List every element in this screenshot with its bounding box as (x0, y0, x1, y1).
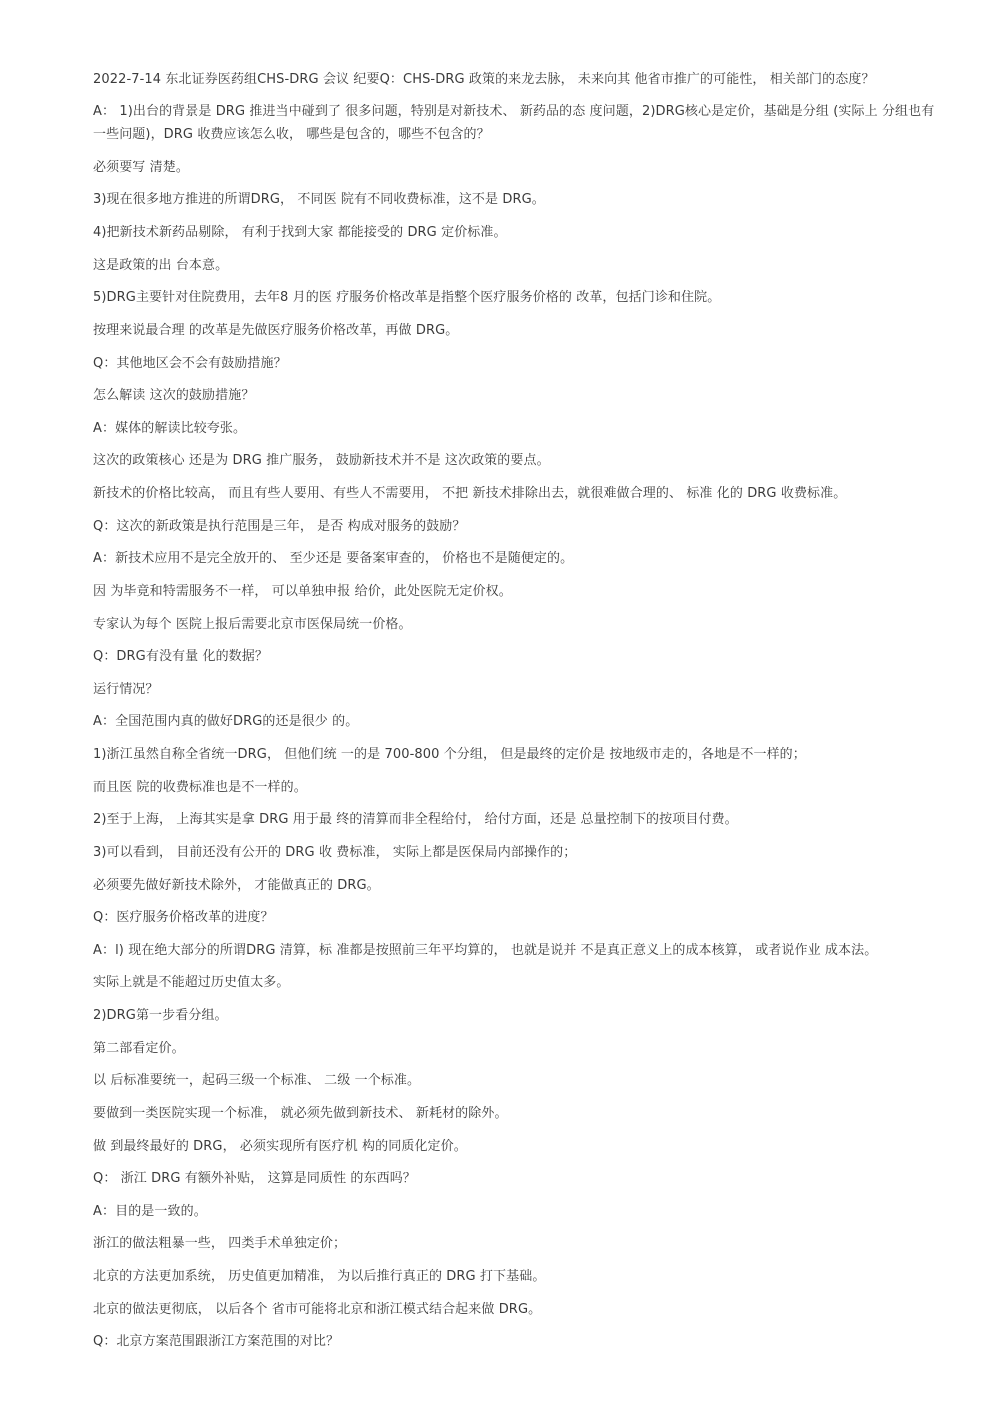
text-paragraph: 按理来说最合理 的改革是先做医疗服务价格改革，再做 DRG。 (93, 322, 459, 338)
text-paragraph: 运行情况？ (93, 681, 159, 697)
question-paragraph: Q：这次的新政策是执行范围是三年， 是否 构成对服务的鼓励？ (93, 518, 466, 534)
text-paragraph: 做 到最终最好的 DRG， 必须实现所有医疗机 构的同质化定价。 (93, 1138, 467, 1154)
text-paragraph: 3)可以看到， 目前还没有公开的 DRG 收 费标准， 实际上都是医保局内部操作的； (93, 844, 577, 860)
text-paragraph: 这是政策的出 台本意。 (93, 257, 229, 273)
answer-paragraph: A：新技术应用不是完全放开的、 至少还是 要备案审查的， 价格也不是随便定的。 (93, 551, 574, 567)
text-paragraph: 实际上就是不能超过历史值太多。 (93, 975, 290, 991)
text-paragraph: 怎么解读 这次的鼓励措施？ (93, 388, 255, 404)
text-paragraph: 以 后标准要统一，起码三级一个标准、 二级 一个标准。 (93, 1073, 421, 1089)
text-paragraph: 新技术的价格比较高， 而且有些人要用、有些人不需要用， 不把 新技术排除出去，就很难做合理的、 标准 化的 DRG 收费标准。 (93, 486, 847, 501)
question-paragraph: Q：医疗服务价格改革的进度？ (93, 910, 274, 926)
text-paragraph: 北京的方法更加系统， 历史值更加精准， 为以后推行真正的 DRG 打下基础。 (93, 1269, 546, 1284)
text-paragraph: 3)现在很多地方推进的所谓DRG， 不同医 院有不同收费标准，这不是 DRG。 (93, 192, 545, 208)
answer-paragraph: A：媒体的解读比较夸张。 (93, 420, 247, 436)
answer-paragraph: A： 1)出台的背景是 DRG 推进当中碰到了 很多问题，特别是对新技术、 新药品的态 度问题，2)DRG核心是定价，基础是分组 (实际上 分组也有一些问题)，DRG 收费应该怎么收， 哪些是包含的，哪些不包含的？ (93, 104, 935, 143)
text-paragraph: 因 为毕竟和特需服务不一样， 可以单独申报 给价，此处医院无定价权。 (93, 583, 512, 599)
answer-paragraph: A：全国范围内真的做好DRG的还是很少 的。 (93, 714, 359, 730)
question-paragraph: Q：DRG有没有量 化的数据？ (93, 649, 268, 665)
text-paragraph: 2)至于上海， 上海其实是拿 DRG 用于最 终的清算而非全程给付， 给付方面，还是 总量控制下的按项目付费。 (93, 812, 738, 828)
answer-paragraph: A：l) 现在绝大部分的所谓DRG 清算，标 准都是按照前三年平均算的， 也就是说并 不是真正意义上的成本核算， 或者说作业 成本法。 (93, 942, 878, 958)
text-paragraph: 4)把新技术新药品剔除， 有利于找到大家 都能接受的 DRG 定价标准。 (93, 225, 507, 240)
text-paragraph: 北京的做法更彻底， 以后各个 省市可能将北京和浙江模式结合起来做 DRG。 (93, 1301, 542, 1317)
text-paragraph: 要做到一类医院实现一个标准， 就必须先做到新技术、 新耗材的除外。 (93, 1105, 508, 1121)
text-paragraph: 而且医 院的收费标准也是不一样的。 (93, 779, 307, 795)
text-paragraph: 专家认为每个 医院上报后需要北京市医保局统一价格。 (93, 616, 412, 632)
question-paragraph: Q：其他地区会不会有鼓励措施？ (93, 355, 287, 371)
text-paragraph: 这次的政策核心 还是为 DRG 推广服务， 鼓励新技术并不是 这次政策的要点。 (93, 453, 550, 469)
text-paragraph: 浙江的做法粗暴一些， 四类手术单独定价； (93, 1236, 347, 1252)
text-paragraph: 必须要先做好新技术除外， 才能做真正的 DRG。 (93, 877, 380, 893)
text-paragraph: 2)DRG第一步看分组。 (93, 1008, 228, 1023)
question-paragraph: Q：北京方案范围跟浙江方案范围的对比？ (93, 1334, 340, 1350)
text-paragraph: 第二部看定价。 (93, 1040, 185, 1056)
meeting-title: 2022-7-14 东北证券医药组CHS-DRG 会议 纪要Q：CHS-DRG 政策的来龙去脉， 未来向其 他省市推广的可能性， 相关部门的态度？ (93, 71, 875, 87)
question-paragraph: Q： 浙江 DRG 有额外补贴， 这算是同质性 的东西吗？ (93, 1171, 416, 1187)
text-paragraph: 5)DRG主要针对住院费用，去年8 月的医 疗服务价格改革是指整个医疗服务价格的 改革，包括门诊和住院。 (93, 290, 721, 306)
text-paragraph: 1)浙江虽然自称全省统一DRG， 但他们统 一的是 700-800 个分组， 但是最终的定价是 按地级市走的，各地是不一样的； (93, 747, 806, 762)
answer-paragraph: A：目的是一致的。 (93, 1203, 207, 1219)
text-paragraph: 必须要写 清楚。 (93, 159, 189, 175)
